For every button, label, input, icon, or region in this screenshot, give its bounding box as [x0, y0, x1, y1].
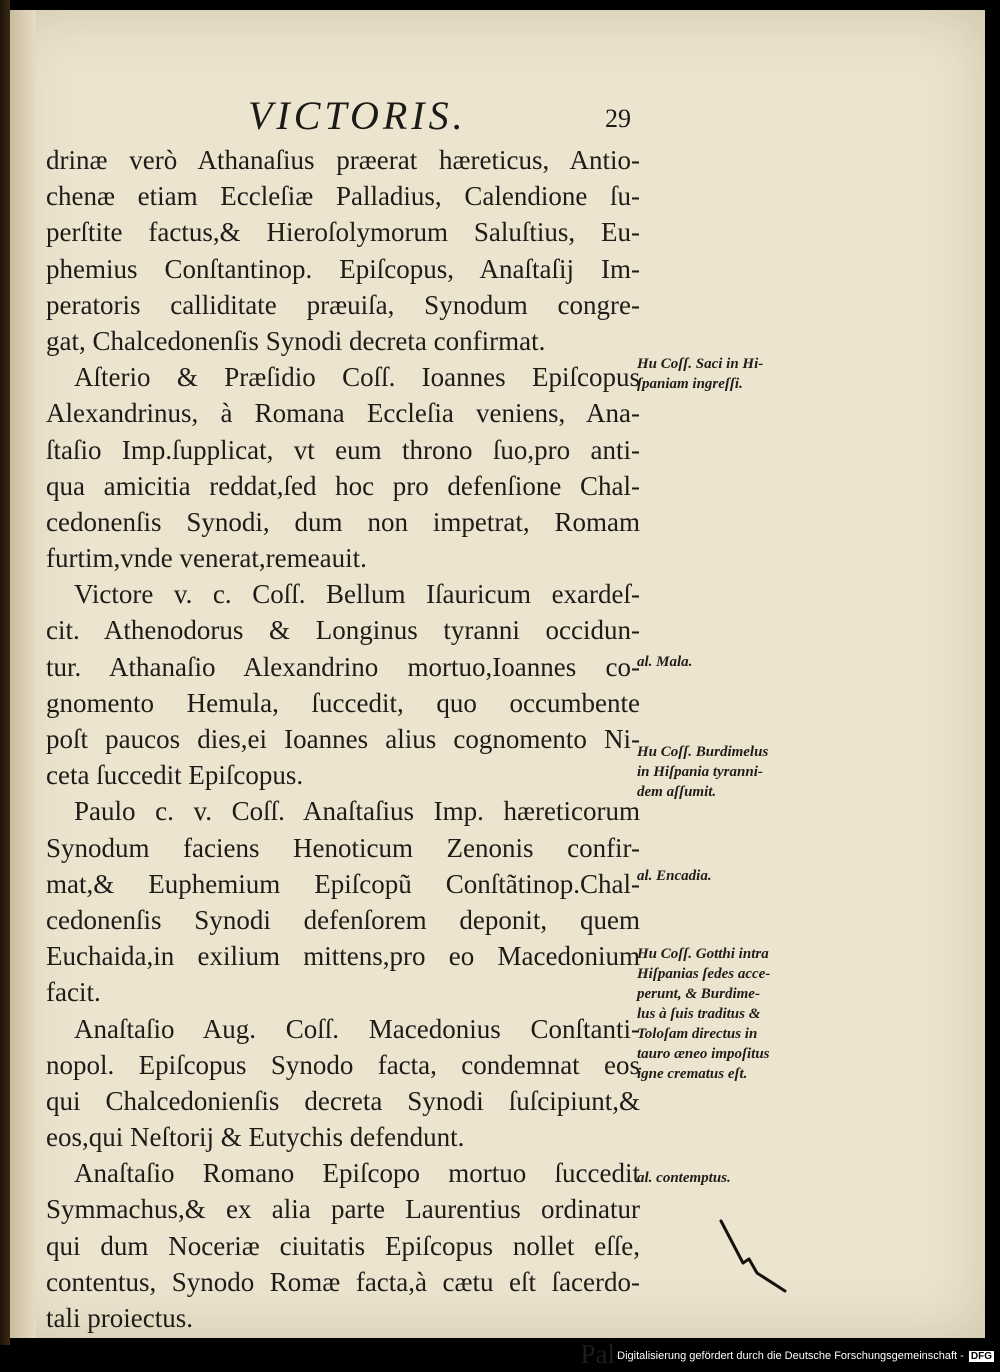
text-line: qui Chalcedonienſis decreta Synodi ſuſcipiunt,&: [46, 1085, 640, 1116]
note-line: al. contemptus.: [637, 1170, 731, 1186]
page-number: 29: [605, 104, 631, 133]
note-line: Hu Coſſ. Gotthi intra: [637, 946, 769, 962]
text-line: drinæ verò Athanaſius præerat hæreticus, Antio-: [46, 145, 640, 175]
digitization-credit: [617, 1350, 994, 1362]
page-gutter-shadow: [10, 10, 36, 1338]
text-line: ſtaſio Imp.ſupplicat, vt eum throno ſuo,pro anti-: [46, 434, 640, 465]
text-line: contentus, Synodo Romæ facta,à cætu eſt ſacerdo-: [46, 1266, 640, 1297]
text-line: cedonenſis Synodi defenſorem deponit, quem: [46, 904, 640, 935]
note-line: lus à ſuis traditus &: [637, 1006, 761, 1022]
text-line: Euchaida,in exilium mittens,pro eo Macedonium: [46, 941, 640, 972]
text-line: eos,qui Neſtorij & Eutychis defendunt.: [46, 1122, 465, 1153]
note-line: perunt, & Burdime-: [637, 986, 760, 1002]
text-line: furtim,vnde venerat,remeauit.: [46, 543, 367, 574]
marginal-note: [637, 944, 837, 1084]
note-line: dem aſſumit.: [637, 784, 717, 800]
text-line: Anaſtaſio Aug. Coſſ. Macedonius Conſtanti-: [74, 1013, 640, 1044]
marginal-note: [637, 866, 837, 886]
text-line: Anaſtaſio Romano Epiſcopo mortuo ſuccedit: [74, 1158, 640, 1189]
marginal-note: [637, 1168, 837, 1188]
pen-mark-icon: [715, 1215, 795, 1295]
body-text: [46, 142, 640, 1372]
text-line: phemius Conſtantinop. Epiſcopus, Anaſtaſij Im-: [46, 253, 640, 284]
text-line: nopol. Epiſcopus Synodo facta, condemnat eos: [46, 1049, 640, 1080]
text-line: tur. Athanaſio Alexandrino mortuo,Ioannes co-: [46, 651, 640, 682]
text-line: Aſterio & Præſidio Coſſ. Ioannes Epiſcopus: [74, 362, 640, 393]
note-line: Hiſpanias ſedes acce-: [637, 966, 771, 982]
note-line: tauro æneo impoſitus: [637, 1046, 770, 1062]
text-line: ceta ſuccedit Epiſcopus.: [46, 760, 304, 791]
text-line: perſtite factus,& Hieroſolymorum Saluſtius, Eu-: [46, 217, 640, 248]
text-line: mat,& Euphemium Epiſcopũ Conſtãtinop.Chal-: [46, 868, 640, 899]
marginal-note: [637, 354, 837, 394]
text-line: cit. Athenodorus & Longinus tyranni occidun-: [46, 615, 640, 646]
credit-text: Digitalisierung gefördert durch die Deutsche Forschungsgemeinschaft -: [617, 1350, 964, 1362]
text-line: qui dum Noceriæ ciuitatis Epiſcopus nollet eſſe,: [46, 1230, 640, 1261]
note-line: in Hiſpania tyranni-: [637, 764, 763, 780]
marginal-note: [637, 742, 837, 802]
text-line: Symmachus,& ex alia parte Laurentius ordinatur: [46, 1194, 640, 1225]
catchword: Pal-: [580, 1339, 624, 1370]
text-line: qua amicitia reddat,ſed hoc pro defenſione Chal-: [46, 470, 640, 501]
text-line: Victore v. c. Coſſ. Bellum Iſauricum exardeſ-: [74, 579, 640, 610]
text-line: facit.: [46, 977, 101, 1008]
text-line: tali proiectus.: [46, 1303, 193, 1333]
text-line: Alexandrinus, à Romana Eccleſia veniens, Ana-: [46, 398, 640, 429]
dfg-logo: DFG: [970, 1351, 992, 1362]
text-line: cedonenſis Synodi, dum non impetrat, Romam: [46, 506, 640, 537]
text-line: gat, Chalcedonenſis Synodi decreta confirmat.: [46, 325, 546, 356]
text-line: Paulo c. v. Coſſ. Anaſtaſius Imp. hæreticorum: [74, 796, 640, 827]
text-line: gnomento Hemula, ſuccedit, quo occumbente: [46, 687, 640, 718]
text-line: chenæ etiam Eccleſiæ Palladius, Calendione ſu-: [46, 181, 640, 212]
note-line: Hu Coſſ. Burdimelus: [637, 744, 769, 760]
note-line: Toloſam directus in: [637, 1026, 758, 1042]
marginal-note: [637, 652, 837, 672]
book-spine-edge: [0, 0, 10, 1345]
note-line: Hu Coſſ. Saci in Hi-: [637, 356, 764, 372]
text-line: peratoris calliditate præuiſa, Synodum congre-: [46, 289, 640, 320]
note-line: ſpaniam ingreſſi.: [637, 376, 743, 392]
note-line: al. Mala.: [637, 654, 693, 670]
note-line: al. Encadia.: [637, 868, 712, 884]
running-head: VICTORIS.: [248, 93, 467, 138]
text-line: Synodum faciens Henoticum Zenonis confir-: [46, 832, 640, 863]
note-line: igne crematus eſt.: [637, 1066, 748, 1082]
text-line: poſt paucos dies,ei Ioannes alius cognomento Ni-: [46, 724, 640, 754]
